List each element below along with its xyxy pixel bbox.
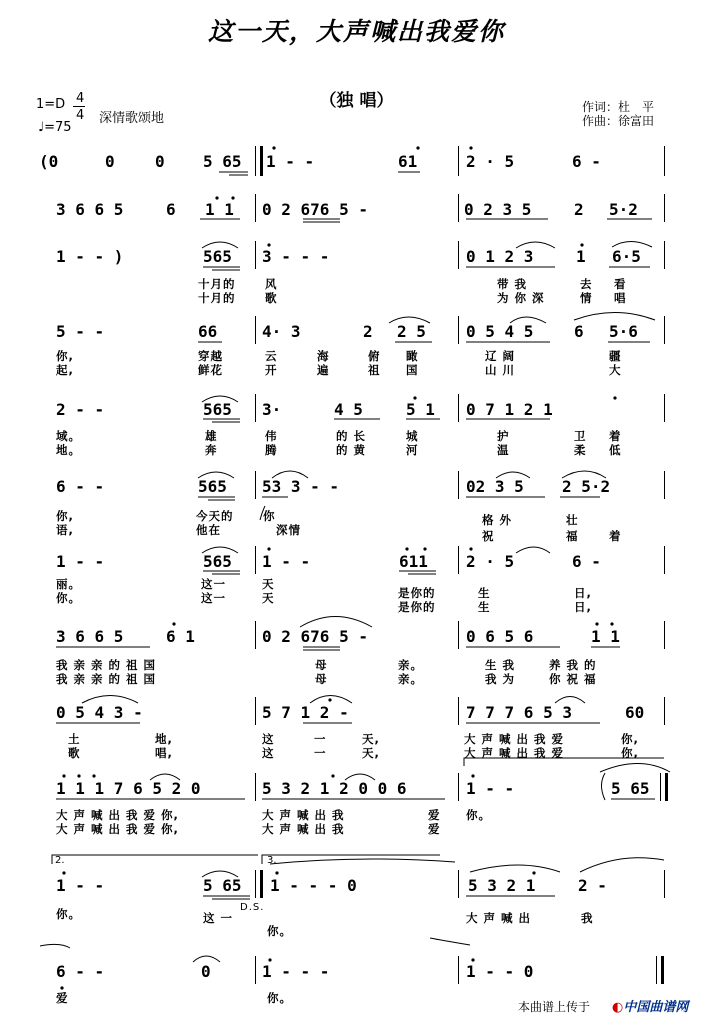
note-group: 2 - [578, 876, 607, 895]
barline [255, 394, 256, 422]
note-group: 0 2 3 5 [464, 200, 532, 219]
barline [255, 697, 256, 725]
key-signature: 1=D [36, 97, 66, 112]
note-group: 02 3 5 [466, 477, 524, 496]
barline [664, 394, 665, 422]
lyric: 大 声 喊 出 [466, 911, 532, 925]
lyric: 着 [609, 429, 622, 443]
barline [664, 241, 665, 269]
lyric: 我 亲 亲 的 祖 国 [56, 672, 157, 686]
note-group: 1 1 [591, 627, 620, 646]
song-title: 这一天，大声喊出我爱你 [207, 17, 505, 46]
barline [458, 471, 459, 499]
note-group: 565 [203, 552, 232, 571]
lyric: 奔 [205, 443, 218, 457]
lyric: 一 [314, 746, 327, 760]
lyric: 天 [262, 591, 275, 605]
lyric: 腾 [265, 443, 278, 457]
lyric: 这 一 [203, 911, 234, 925]
note-group: 6 - - [56, 477, 105, 496]
lyric: 大 声 喊 出 我 爱 你, [56, 808, 179, 822]
lyric: 河 [406, 443, 419, 457]
note-group: 5 1 [406, 400, 435, 419]
lyric: 俯 [368, 349, 381, 363]
lyric: 看 [614, 277, 627, 291]
note-group: 1 - - - 0 [270, 876, 357, 895]
lyric: 养 我 的 [549, 658, 597, 672]
lyric: 歌 [68, 746, 81, 760]
lyric: 土 [68, 732, 81, 746]
barline [255, 773, 256, 801]
lyric: 鲜花 [198, 363, 223, 377]
barline [664, 194, 665, 222]
note-group: 5 3 2 1 2 0 0 6 [262, 779, 407, 798]
note-group: 0 7 1 2 1 [466, 400, 553, 419]
lyric: 爱 [428, 822, 441, 836]
lyric: 亲。 [398, 672, 423, 686]
lyric: 你。 [56, 907, 81, 921]
lyric: 是你的 [398, 600, 436, 614]
performance-type: （独 唱） [319, 91, 394, 111]
note-group: 1 - - - [262, 962, 330, 981]
note-group: 2 5·2 [562, 477, 611, 496]
lyric: 这一 [201, 591, 226, 605]
barline [458, 546, 459, 574]
lyric: 护 [497, 429, 510, 443]
barline [255, 621, 256, 649]
note-group: 0 [201, 962, 211, 981]
lyric: 带 我 [497, 277, 528, 291]
note-group: 1 - - 0 [466, 962, 534, 981]
lyric: 一 [314, 732, 327, 746]
note-group: 53 3 - - [262, 477, 340, 496]
note-group: 6 1 [166, 627, 195, 646]
barline [255, 316, 256, 344]
lyric: 你, [621, 746, 639, 760]
lyric: 疆 [609, 349, 622, 363]
note-group: 60 [625, 703, 645, 722]
note-group: 6 [574, 322, 584, 341]
dal-segno: D.S. [240, 902, 265, 913]
lyric: 亲。 [398, 658, 423, 672]
note-group: 5 7 1 2 - [262, 703, 349, 722]
note-group: 5 65 [203, 152, 242, 171]
note-group: 5·6 [609, 322, 638, 341]
barline [255, 194, 256, 222]
note-group: 0 5 4 3 - [56, 703, 143, 722]
lyric: 我 [581, 911, 594, 925]
lyric: 日, [574, 586, 592, 600]
barline [458, 697, 459, 725]
note-group: 5 3 2 1 [468, 876, 536, 895]
note-group: 2 [363, 322, 373, 341]
lyric: 的 黄 [336, 443, 367, 457]
lyric: 云 [265, 349, 278, 363]
note-group: 5 65 [203, 876, 242, 895]
time-numerator: 4 [76, 91, 85, 106]
lyric: 雄 [205, 429, 218, 443]
lyric: 天, [362, 732, 380, 746]
barline [255, 546, 256, 574]
lyric: 开 [265, 363, 278, 377]
repeat-barline [255, 146, 263, 176]
lyric: 语, [56, 523, 74, 537]
lyric: 祝 [482, 529, 495, 543]
note-group: 6 - - [56, 962, 105, 981]
note-group: 5 65 [611, 779, 650, 798]
barline [255, 241, 256, 269]
lyric: 你, [621, 732, 639, 746]
lyric: 唱 [614, 291, 627, 305]
note-group: 4· 3 [262, 322, 301, 341]
note-group: 3· [262, 400, 282, 419]
note-group: 1 - - [262, 552, 311, 571]
note-group: 6 - [572, 152, 601, 171]
lyric: 穿越 [198, 349, 223, 363]
lyric: 母 [315, 658, 328, 672]
note-group: 3 6 6 5 [56, 200, 124, 219]
lyric: 是你的 [398, 586, 436, 600]
lyric: 低 [609, 443, 622, 457]
lyric: 城 [406, 429, 419, 443]
lyric: 母 [315, 672, 328, 686]
note-group: 66 [198, 322, 218, 341]
lyric: 大 声 喊 出 我 爱 [464, 732, 565, 746]
lyric: 天 [262, 577, 275, 591]
lyric: 今天的 [196, 509, 234, 523]
footer-uploaded-text: 本曲谱上传于 [518, 1000, 591, 1014]
note-group: 1 - - ) [56, 247, 124, 266]
note-group: 1 - - [56, 876, 105, 895]
lyric: 卫 [574, 429, 587, 443]
note-group: 0 2 676 5 - [262, 200, 368, 219]
lyric: 的 长 [336, 429, 367, 443]
note-group: 1 - - [266, 152, 315, 171]
lyric: 着 [609, 529, 622, 543]
note-group: 5 - - [56, 322, 105, 341]
lyric: 这 [262, 732, 275, 746]
lyric: 山 川 [485, 363, 516, 377]
lyric: 生 [478, 600, 491, 614]
final-barline [656, 956, 664, 984]
note-group: (0 [39, 152, 59, 171]
barline [664, 146, 665, 176]
note-group: 611 [399, 552, 428, 571]
barline [458, 621, 459, 649]
lyric: 我 亲 亲 的 祖 国 [56, 658, 157, 672]
note-group: 6·5 [612, 247, 641, 266]
barline [458, 194, 459, 222]
barline [664, 316, 665, 344]
note-group: 565 [203, 400, 232, 419]
tempo-marking: ♩=75 [38, 120, 72, 135]
lyric: 瞰 [406, 349, 419, 363]
time-denominator: 4 [76, 108, 85, 123]
note-group: 1 1 1 7 6 5 2 0 [56, 779, 201, 798]
lyric: 大 声 喊 出 我 爱 [464, 746, 565, 760]
barline [458, 956, 459, 984]
lyric: 深情 [276, 523, 301, 537]
lyric: 大 声 喊 出 我 [262, 808, 345, 822]
lyric: 十月的 [198, 291, 236, 305]
lyric: 日, [574, 600, 592, 614]
barline [458, 241, 459, 269]
note-group: 3 - - - [262, 247, 330, 266]
note-group: 4 5 [334, 400, 363, 419]
lyric: 祖 [368, 363, 381, 377]
barline [664, 471, 665, 499]
lyric: 风 [265, 277, 278, 291]
lyric: 他在 [196, 523, 221, 537]
lyric: 你 祝 福 [549, 672, 597, 686]
barline [458, 146, 459, 176]
lyric: 为 你 深 [497, 291, 545, 305]
logo-icon: ◐ [612, 1000, 624, 1015]
lyric: 地。 [56, 443, 81, 457]
lyric: 我 为 [485, 672, 516, 686]
barline [664, 697, 665, 725]
lyric: 爱 [428, 808, 441, 822]
note-group: 2 5 [397, 322, 426, 341]
expression-marking: 深情歌颂地 [99, 111, 165, 126]
lyric: 格 外 [482, 513, 513, 527]
lyricist-credit: 作词：杜 平 [582, 100, 655, 114]
lyric: 起, [56, 363, 74, 377]
note-group: 1 - - [56, 552, 105, 571]
lyric: 爱 [56, 991, 69, 1005]
note-group: 3 6 6 5 [56, 627, 124, 646]
lyric: 这一 [201, 577, 226, 591]
lyric: 国 [406, 363, 419, 377]
time-fraction-line [73, 106, 85, 107]
barline [664, 621, 665, 649]
note-group: 0 1 2 3 [466, 247, 534, 266]
note-group: 0 6 5 6 [466, 627, 534, 646]
repeat-end-barline [660, 773, 668, 801]
lyric: 你 [263, 509, 276, 523]
lyric: 福 [566, 529, 579, 543]
note-group: 1 [576, 247, 586, 266]
lyric: 辽 阔 [485, 349, 516, 363]
volta-3-label: 3. [267, 855, 277, 866]
lyric: 这 [262, 746, 275, 760]
barline [255, 956, 256, 984]
lyric: 你。 [267, 924, 292, 938]
lyric: 大 [609, 363, 622, 377]
site-name: 中国曲谱网 [623, 1000, 689, 1015]
barline [458, 394, 459, 422]
note-group: 6 [166, 200, 176, 219]
site-logo[interactable] [612, 996, 688, 1015]
lyric: 壮 [566, 513, 579, 527]
note-group: 0 [105, 152, 115, 171]
note-group: 565 [198, 477, 227, 496]
barline [458, 316, 459, 344]
note-group: 0 [155, 152, 165, 171]
lyric: 你, [56, 509, 74, 523]
barline [664, 870, 665, 898]
lyric: 柔 [574, 443, 587, 457]
lyric: 丽。 [56, 577, 81, 591]
barline [255, 471, 256, 499]
lyric: 你, [56, 349, 74, 363]
lyric: 唱, [155, 746, 173, 760]
barline [255, 870, 263, 898]
volta-2-label: 2. [55, 855, 65, 866]
note-group: 7 7 7 6 5 3 [466, 703, 572, 722]
barline [664, 546, 665, 574]
lyric: 大 声 喊 出 我 爱 你, [56, 822, 179, 836]
lyric: 大 声 喊 出 我 [262, 822, 345, 836]
barline [458, 773, 459, 801]
lyric: 海 [317, 349, 330, 363]
note-group: 2 - - [56, 400, 105, 419]
lyric: 遍 [317, 363, 330, 377]
note-group: 2 · 5 [466, 152, 515, 171]
barline [458, 870, 459, 898]
lyric: 地, [155, 732, 173, 746]
note-group: 61 [398, 152, 418, 171]
note-group: 2 [574, 200, 584, 219]
note-group: 0 5 4 5 [466, 322, 534, 341]
lyric: 你。 [267, 991, 292, 1005]
lyric: 你。 [466, 808, 491, 822]
composer-credit: 作曲：徐富田 [582, 114, 655, 128]
lyric: 生 [478, 586, 491, 600]
note-group: 0 2 676 5 - [262, 627, 368, 646]
note-group: 2 · 5 [466, 552, 515, 571]
note-group: 1 - - [466, 779, 515, 798]
note-group: 565 [203, 247, 232, 266]
lyric: 去 [580, 277, 593, 291]
note-group: 5·2 [609, 200, 638, 219]
note-group: 6 - [572, 552, 601, 571]
lyric: 歌 [265, 291, 278, 305]
lyric: 你。 [56, 591, 81, 605]
lyric: 情 [580, 291, 593, 305]
lyric: 温 [497, 443, 510, 457]
note-group: 1 1 [205, 200, 234, 219]
lyric: 生 我 [485, 658, 516, 672]
lyric: 天, [362, 746, 380, 760]
lyric: 十月的 [198, 277, 236, 291]
lyric: 伟 [265, 429, 278, 443]
lyric: 域。 [56, 429, 81, 443]
